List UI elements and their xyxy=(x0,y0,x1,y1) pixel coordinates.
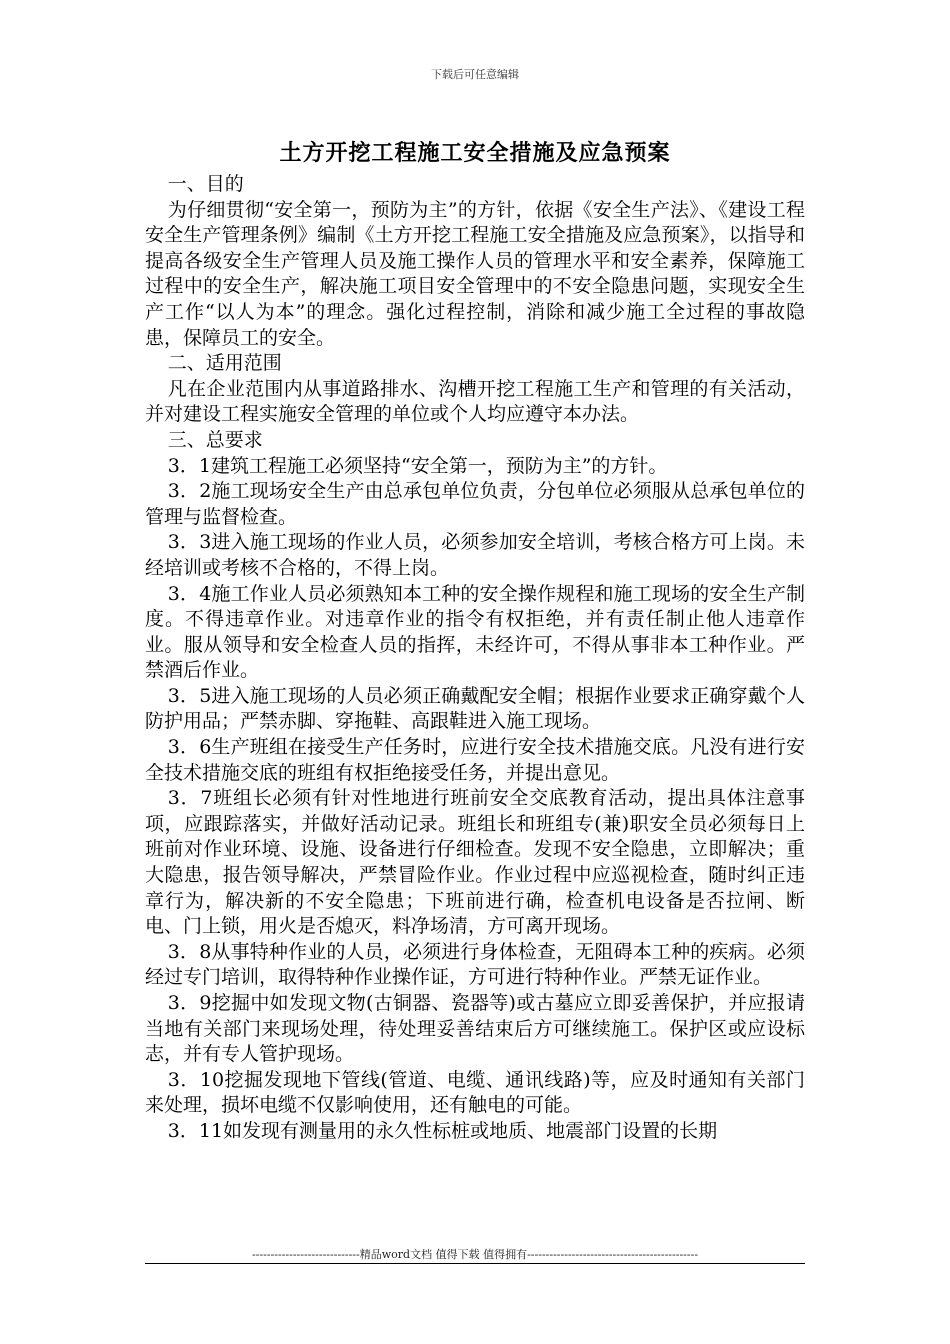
paragraph-item: 3．3进入施工现场的作业人员，必须参加安全培训，考核合格方可上岗。未经培训或考核不合格的，不得上岗。 xyxy=(145,531,805,579)
document-body xyxy=(145,172,805,1145)
paragraph-item: 3．2施工现场安全生产由总承包单位负责，分包单位必须服从总承包单位的管理与监督检查。 xyxy=(145,480,805,528)
section-heading-purpose: 一、目的 xyxy=(167,173,244,195)
paragraph-purpose: 为仔细贯彻“安全第一，预防为主”的方针，依据《安全生产法》、《建设工程安全生产管理条例》编制《土方开挖工程施工安全措施及应急预案》，以指导和提高各级安全生产管理人员及施工操作人员的管理水平和安全素养，保障施工过程中的安全生产，解决施工项目安全管理中的不安全隐患问题，实现安全生产工作“以人为本”的理念。强化过程控制，消除和减少施工全过程的事故隐患，保障员工的安全。 xyxy=(145,198,805,349)
paragraph-item: 3．10挖掘发现地下管线(管道、电缆、通讯线路)等，应及时通知有关部门来处理，损坏电缆不仅影响使用，还有触电的可能。 xyxy=(145,1068,805,1117)
paragraph-item: 3．6生产班组在接受生产任务时，应进行安全技术措施交底。凡没有进行安全技术措施交底的班组有权拒绝接受任务，并提出意见。 xyxy=(145,736,805,784)
footer-note: -----------------------------精品word文档 值得下载 值得拥有---------------------------------------------- xyxy=(251,1248,699,1261)
paragraph-item: 3．1建筑工程施工必须坚持“安全第一，预防为主”的方针。 xyxy=(167,454,668,477)
paragraph-item: 3．8从事特种作业的人员，必须进行身体检查，无阻碍本工种的疾病。必须经过专门培训，取得特种作业操作证，方可进行特种作业。严禁无证作业。 xyxy=(145,940,805,989)
paragraph-item: 3．9挖掘中如发现文物(古铜器、瓷器等)或古墓应立即妥善保护，并应报请当地有关部门来现场处理，待处理妥善结束后方可继续施工。保护区或应设标志，并有专人管护现场。 xyxy=(145,992,805,1066)
header-note: 下载后可任意编辑 xyxy=(431,68,519,81)
document-title: 土方开挖工程施工安全措施及应急预案 xyxy=(279,140,671,166)
section-heading-general: 三、总要求 xyxy=(167,428,263,451)
paragraph-item: 3．7班组长必须有针对性地进行班前安全交底教育活动，提出具体注意事项，应跟踪落实，并做好活动记录。班组长和班组专(兼)职安全员必须每日上班前对作业环境、设施、设备进行仔细检查。发现不安全隐患，立即解决；重大隐患，报告领导解决，严禁冒险作业。作业过程中应巡视检查，随时纠正违章行为，解决新的不安全隐患；下班前进行确，检查机电设备是否拉闸、断电、门上锁，用火是否熄灭，料净场清，方可离开现场。 xyxy=(145,787,805,938)
footer-divider xyxy=(145,1263,805,1264)
paragraph-item: 3．11如发现有测量用的永久性标桩或地质、地震部门设置的长期 xyxy=(167,1119,718,1142)
section-heading-scope: 二、适用范围 xyxy=(167,352,282,375)
paragraph-scope: 凡在企业范围内从事道路排水、沟槽开挖工程施工生产和管理的有关活动，并对建设工程实施安全管理的单位或个人均应遵守本办法。 xyxy=(145,377,805,426)
paragraph-item: 3．5进入施工现场的人员必须正确戴配安全帽；根据作业要求正确穿戴个人防护用品；严禁赤脚、穿拖鞋、高跟鞋进入施工现场。 xyxy=(145,684,805,733)
paragraph-item: 3．4施工作业人员必须熟知本工种的安全操作规程和施工现场的安全生产制度。不得违章作业。对违章作业的指令有权拒绝，并有责任制止他人违章作业。服从领导和安全检查人员的指挥，未经许可，不得从事非本工种作业。严禁酒后作业。 xyxy=(145,582,805,682)
